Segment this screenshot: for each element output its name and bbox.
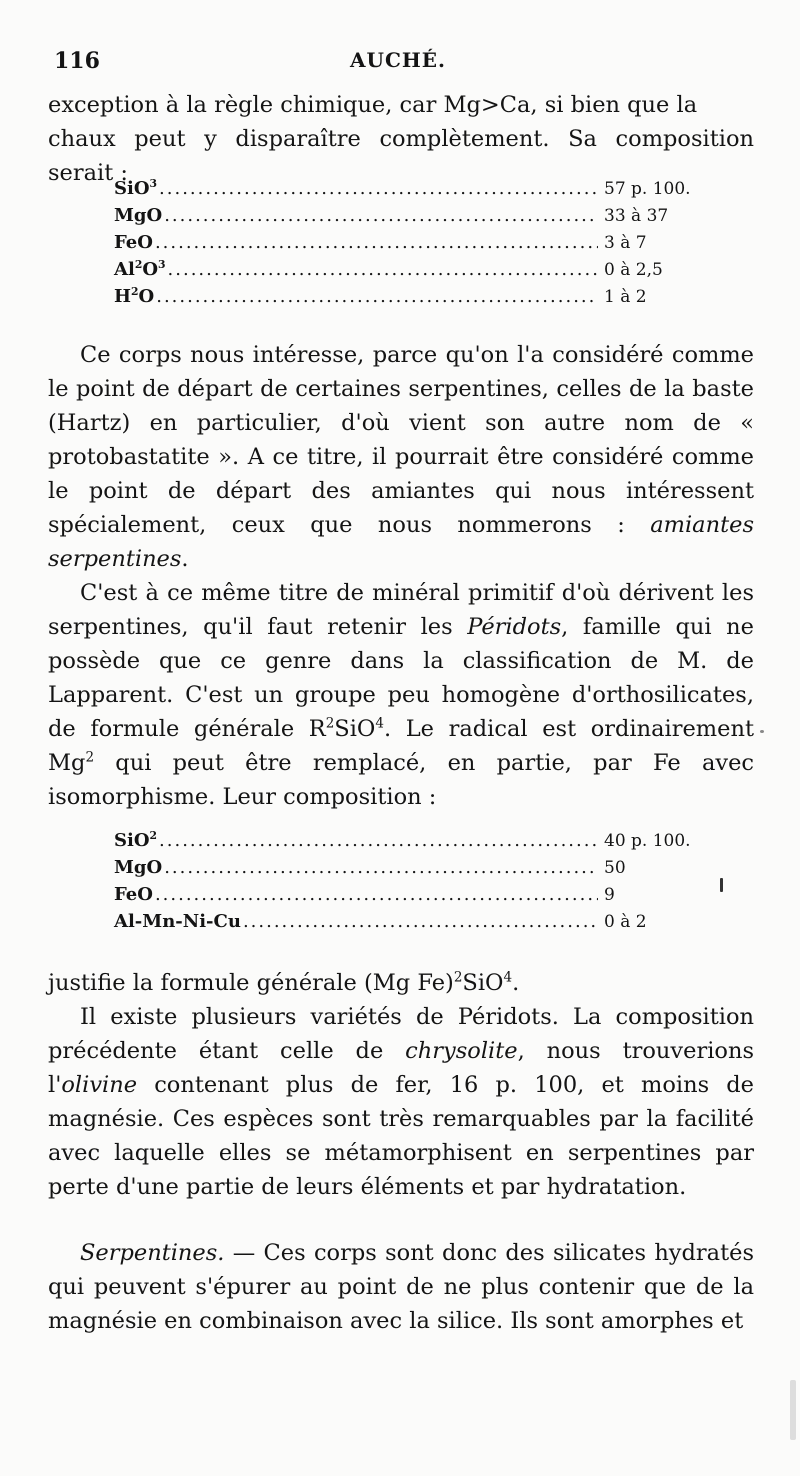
composition-table-1	[114, 178, 714, 313]
table-row: $Al^2O^3$ ..... 0 à 2,5	[114, 259, 714, 286]
paragraph-serpentines: Serpentines. — Ces corps sont donc des silicates hydratés qui peuvent s'épurer au point de ne plus contenir que de la magnésie en combinaison avec la silice. Ils sont amorphes et	[48, 1240, 754, 1334]
leader-dots	[243, 911, 598, 932]
table-row: MgO ..... 50	[114, 857, 714, 884]
scan-speck	[790, 1380, 796, 1440]
leader-dots	[164, 857, 598, 878]
running-title: AUCHÉ.	[350, 48, 446, 72]
paragraph-formule: justifie la formule générale (Mg Fe)$^2$SiO$^4$.	[48, 969, 520, 996]
leader-dots	[168, 259, 598, 280]
composition-table-2	[114, 830, 714, 938]
leader-dots	[156, 286, 598, 307]
table-row: $H^2O$ ..... 1 à 2	[114, 286, 714, 313]
term-amiantes-serpentines: amiantes serpentines	[48, 512, 754, 572]
scan-speck	[760, 730, 764, 733]
table-value: 9	[604, 885, 615, 905]
table-row: SiO$^3$ ..... 57 p. 100.	[114, 178, 714, 205]
section-heading-serpentines: Serpentines.	[80, 1240, 225, 1266]
leader-dots	[155, 232, 598, 253]
table-value: 40 p. 100.	[604, 831, 691, 851]
intro-paragraph	[48, 88, 754, 190]
term-peridots: Péridots	[467, 614, 562, 640]
table-row: FeO ..... 3 à 7	[114, 232, 714, 259]
leader-dots	[159, 178, 598, 199]
paragraph-ce-corps: Ce corps nous intéresse, parce qu'on l'a considéré comme le point de départ de certaines serpentines, celles de la baste (Hartz) en particulier, d'où vient son autre nom de « protobastatite ». A ce titre, il pourrait être considéré comme le point de départ des amiantes qui nous intéressent spécialement, ceux que nous nommerons : amiantes serpentines.	[48, 342, 754, 572]
table-value: 0 à 2	[604, 912, 647, 932]
paragraph-varietes: Il existe plusieurs variétés de Péridots. La composition précédente étant celle de chrysolite, nous trouverions l'olivine contenant plus de fer, 16 p. 100, et moins de magnésie. Ces espèces sont très remarquables par la facilité avec laquelle elles se métamorphisent en serpentines par perte d'une partie de leurs éléments et par hydratation.	[48, 1004, 754, 1200]
page-number: 116	[54, 48, 100, 74]
term-olivine: olivine	[61, 1072, 138, 1098]
intro-line-2: chaux peut y disparaître complètement. Sa composition serait :	[48, 126, 754, 186]
table-row: FeO ..... 9	[114, 884, 714, 911]
intro-line-1: exception à la règle chimique, car Mg>Ca, si bien que la	[48, 92, 698, 118]
table-value: 3 à 7	[604, 233, 647, 253]
table-value: 57 p. 100.	[604, 179, 691, 199]
leader-dots	[155, 884, 598, 905]
table-row: SiO$^2$ ..... 40 p. 100.	[114, 830, 714, 857]
table-row: Al-Mn-Ni-Cu ..... 0 à 2	[114, 911, 714, 938]
table-value: 50	[604, 858, 626, 878]
scan-speck	[720, 878, 723, 892]
paragraph-peridots: C'est à ce même titre de minéral primitif d'où dérivent les serpentines, qu'il faut retenir les Péridots, famille qui ne possède que ce genre dans la classification de M. de Lapparent. C'est un groupe peu homogène d'orthosilicates, de formule générale $R^2SiO^4$. Le radical est ordinairement Mg$^2$ qui peut être remplacé, en partie, par Fe avec isomorphisme. Leur composition :	[48, 580, 754, 810]
table-value: 0 à 2,5	[604, 260, 663, 280]
term-chrysolite: chrysolite	[405, 1038, 518, 1064]
table-row: MgO ..... 33 à 37	[114, 205, 714, 232]
running-head	[48, 48, 748, 78]
leader-dots	[159, 830, 598, 851]
table-value: 33 à 37	[604, 206, 669, 226]
leader-dots	[164, 205, 598, 226]
table-value: 1 à 2	[604, 287, 647, 307]
